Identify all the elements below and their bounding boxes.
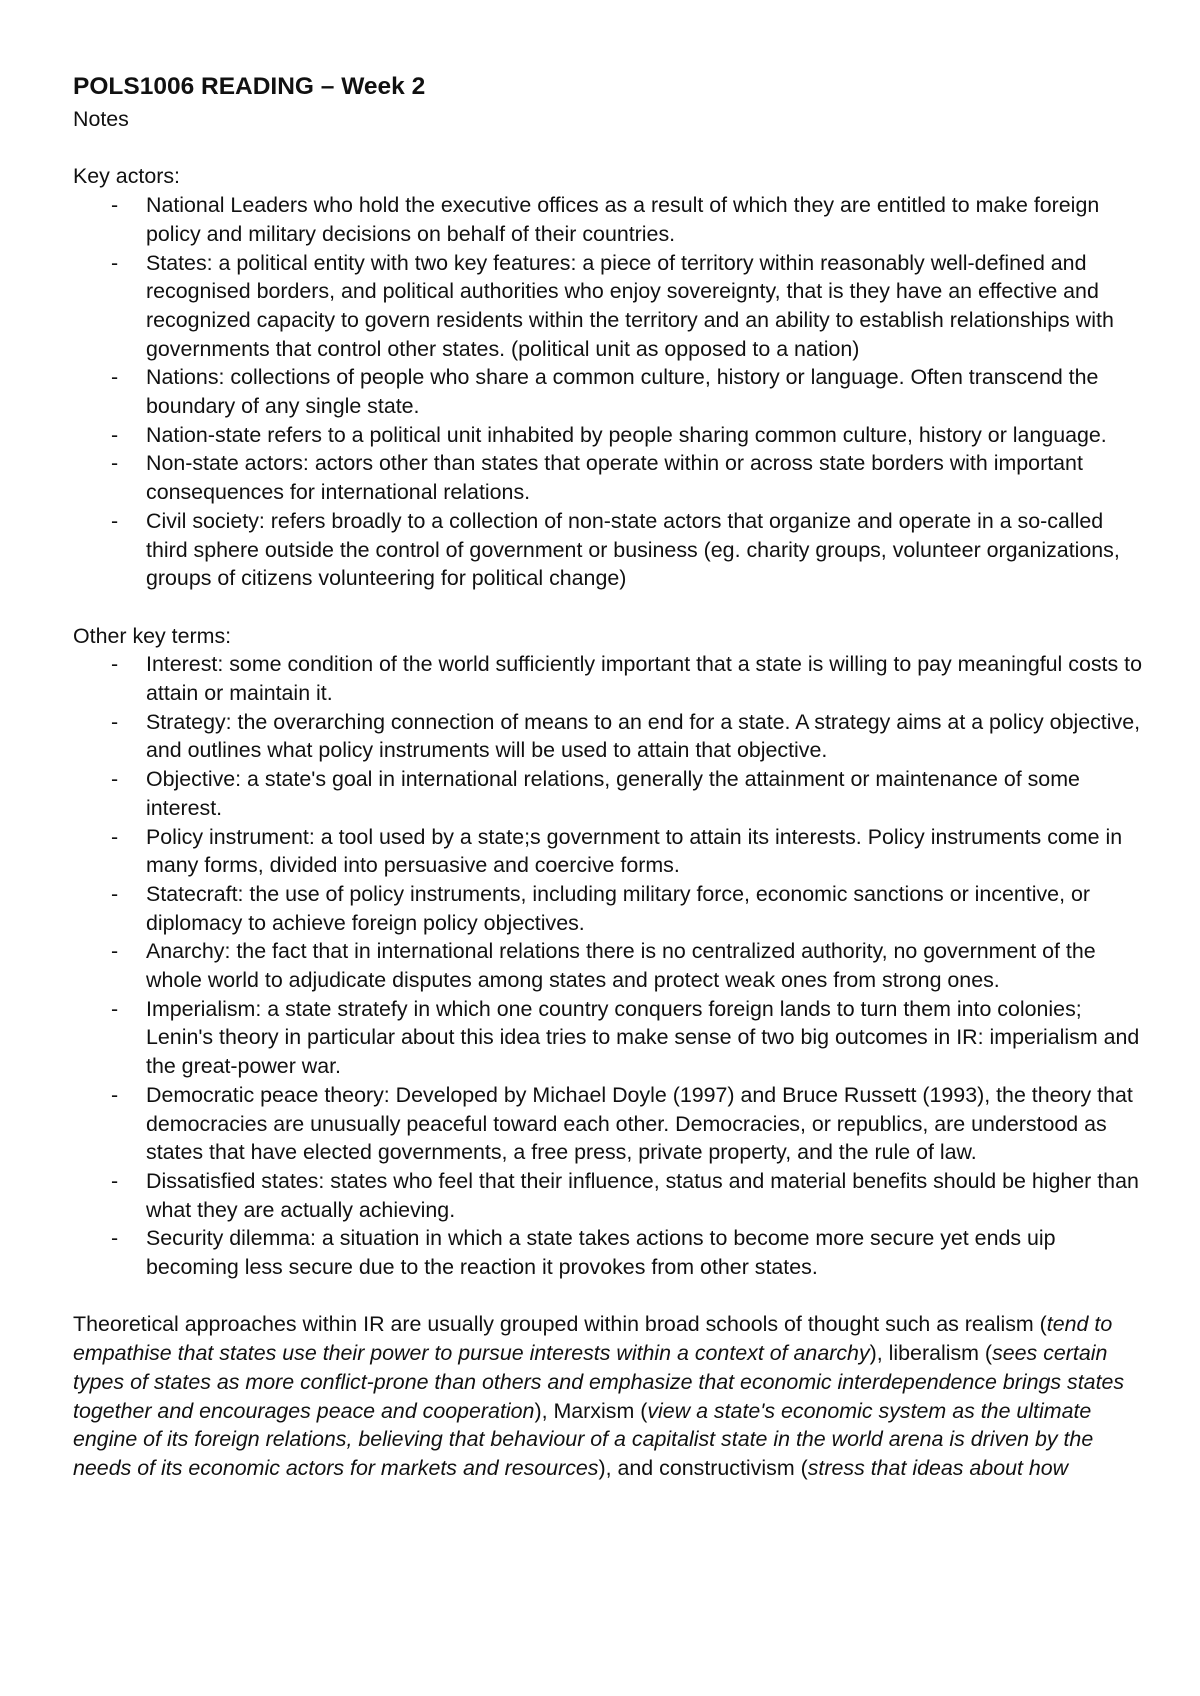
- document-page: [73, 72, 1143, 1483]
- list-item: [73, 1224, 1143, 1281]
- list-item-text: Statecraft: the use of policy instruments, including military force, economic sanctions or incentive, or diplomacy to achieve foreign policy objectives.: [146, 881, 1090, 935]
- key-actors-list: [73, 191, 1143, 593]
- list-item: [73, 937, 1143, 994]
- list-item: [73, 1167, 1143, 1224]
- list-item: [73, 823, 1143, 880]
- list-item-text: Security dilemma: a situation in which a state takes actions to become more secure yet ends uip becoming less secure due to the reaction it provokes from other states.: [146, 1226, 1056, 1280]
- document-subtitle: Notes: [73, 107, 129, 131]
- list-item: [73, 1081, 1143, 1167]
- blank-line: [73, 593, 1143, 622]
- dash-bullet: -: [111, 996, 119, 1021]
- list-item-text: National Leaders who hold the executive offices as a result of which they are entitled to make foreign policy and military decisions on behalf of their countries.: [146, 193, 1100, 246]
- paragraph-text: ), Marxism (: [534, 1398, 648, 1423]
- dash-bullet: -: [111, 652, 119, 677]
- list-item-text: Non-state actors: actors other than states that operate within or across state borders with important consequences for international relations.: [146, 451, 1083, 505]
- key-actors-heading: Key actors:: [73, 164, 180, 189]
- list-item-text: States: a political entity with two key features: a piece of territory within reasonably well-defined and recognised borders, and political authorities who enjoy sovereignty, that is they have an effective and recognized capacity to govern residents within the territory and an ability to establish relationships with governments that control other states. (political unit as opposed to a nation): [146, 250, 1114, 361]
- blank-line: [73, 1282, 1143, 1311]
- dash-bullet: -: [111, 365, 119, 390]
- dash-bullet: -: [111, 422, 119, 447]
- list-item-text: Nations: collections of people who share a common culture, history or language. Often transcend the boundary of any single state.: [146, 365, 1099, 419]
- list-item: [73, 650, 1143, 707]
- paragraph-text: ), liberalism (: [869, 1341, 993, 1366]
- list-item-text: Nation-state refers to a political unit inhabited by people sharing common culture, history or language.: [146, 422, 1107, 447]
- list-item-text: Imperialism: a state stratefy in which one country conquers foreign lands to turn them into colonies; Lenin's theory in particular about this idea tries to make sense of two big outcomes in IR: imperialism and the great-power war.: [146, 996, 1140, 1079]
- blank-line: [73, 134, 1143, 163]
- list-item-text: Civil society: refers broadly to a collection of non-state actors that organize and operate in a so-called third sphere outside the control of government or business (eg. charity groups, volunteer organizations, groups of citizens volunteering for political change): [146, 508, 1120, 591]
- list-item-text: Interest: some condition of the world sufficiently important that a state is willing to pay meaningful costs to attain or maintain it.: [146, 652, 1142, 706]
- list-item-text: Dissatisfied states: states who feel that their influence, status and material benefits should be higher than what they are actually achieving.: [146, 1168, 1139, 1222]
- list-item-text: Strategy: the overarching connection of means to an end for a state. A strategy aims at a policy objective, and outlines what policy instruments will be used to attain that objective.: [146, 709, 1141, 763]
- list-item: [73, 449, 1143, 506]
- document-title: POLS1006 READING – Week 2: [73, 73, 426, 100]
- paragraph-text: ), and constructivism (: [598, 1456, 808, 1480]
- other-terms-heading: Other key terms:: [73, 623, 232, 648]
- liberalism-description: sees certain types of states as more conflict-prone than others and emphasize that economic interdependence brings states together and encourages peace and cooperation: [73, 1341, 1125, 1423]
- list-item-text: Objective: a state's goal in international relations, generally the attainment or maintenance of some interest.: [146, 767, 1080, 820]
- paragraph-text: Theoretical approaches within IR are usually grouped within broad schools of thought such as realism (: [73, 1312, 1047, 1337]
- dash-bullet: -: [111, 1082, 119, 1107]
- list-item: [73, 249, 1143, 364]
- list-item-text: Democratic peace theory: Developed by Michael Doyle (1997) and Bruce Russett (1993), the theory that democracies are unusually peaceful toward each other. Democracies, or republics, are understood as states that have elected governments, a free press, private property, and the rule of law.: [146, 1082, 1133, 1165]
- dash-bullet: -: [111, 767, 119, 792]
- dash-bullet: -: [111, 881, 119, 906]
- list-item: [73, 421, 1143, 450]
- other-terms-list: [73, 650, 1143, 1281]
- list-item: [73, 995, 1143, 1081]
- realism-description: tend to empathise that states use their power to pursue interests within a context of anarchy: [73, 1312, 1113, 1366]
- list-item: [73, 765, 1143, 822]
- dash-bullet: -: [111, 824, 119, 849]
- list-item: [73, 363, 1143, 420]
- dash-bullet: -: [111, 193, 119, 218]
- dash-bullet: -: [111, 709, 119, 734]
- dash-bullet: -: [111, 939, 119, 964]
- marxism-description: view a state's economic system as the ultimate engine of its foreign relations, believing that behaviour of a capitalist state in the world arena is driven by the needs of its economic actors for markets and resources: [73, 1398, 1094, 1480]
- theory-paragraph: [73, 1310, 1143, 1482]
- list-item: [73, 708, 1143, 765]
- list-item: [73, 191, 1143, 248]
- dash-bullet: -: [111, 250, 119, 275]
- dash-bullet: -: [111, 508, 119, 533]
- dash-bullet: -: [111, 451, 119, 476]
- list-item: [73, 880, 1143, 937]
- dash-bullet: -: [111, 1226, 119, 1251]
- list-item-text: Anarchy: the fact that in international relations there is no centralized authority, no government of the whole world to adjudicate disputes among states and protect weak ones from strong ones.: [146, 939, 1096, 993]
- list-item: [73, 507, 1143, 593]
- constructivism-description: stress that ideas about how: [807, 1456, 1069, 1480]
- dash-bullet: -: [111, 1168, 119, 1193]
- list-item-text: Policy instrument: a tool used by a state;s government to attain its interests. Policy instruments come in many forms, divided into persuasive and coercive forms.: [146, 824, 1123, 878]
